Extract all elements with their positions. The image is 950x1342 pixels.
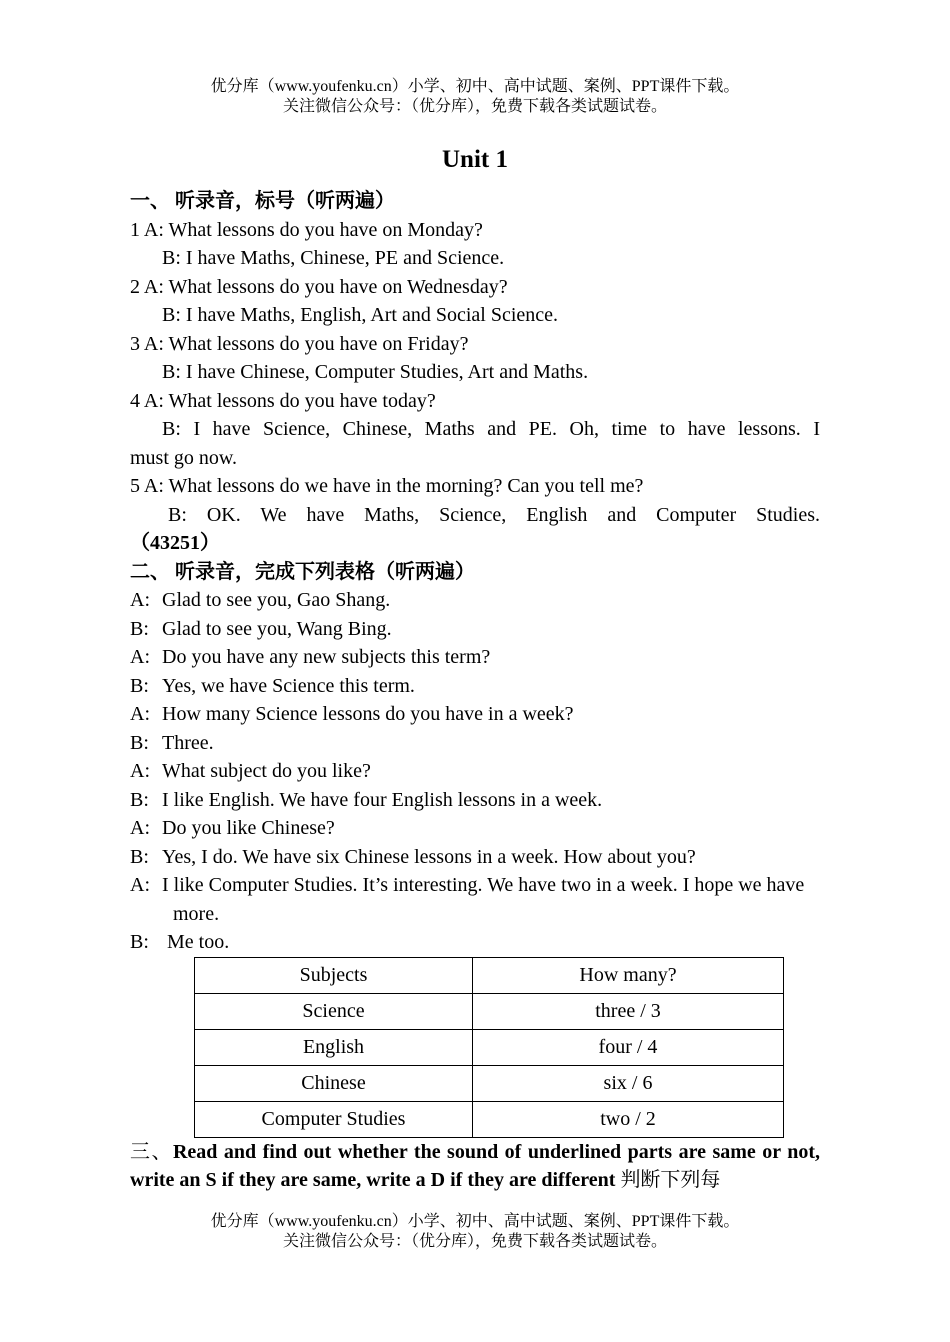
page-title: Unit 1: [442, 146, 508, 173]
table-cell: Computer Studies: [195, 1101, 473, 1137]
dialogue-line: B: Yes, I do. We have six Chinese lessons in a week. How about you?: [130, 845, 696, 868]
dialogue-line: A: Do you have any new subjects this term?: [130, 646, 491, 668]
section-3-instruction-cn: 判断下列每: [615, 1169, 721, 1191]
table-cell: Chinese: [195, 1065, 473, 1101]
subjects-table: [194, 957, 784, 1138]
dialogue-line: A: Glad to see you, Gao Shang.: [130, 589, 391, 611]
table-header-cell: Subjects: [195, 957, 473, 993]
section-1-heading: 一、 听录音，标号（听两遍）: [130, 190, 395, 212]
dialogue-line: B: I like English. We have four English lessons in a week.: [130, 788, 603, 811]
s1-item-3-a: 3 A: What lessons do you have on Friday?: [130, 332, 469, 355]
footer-line-1: 优分库（www.youfenku.cn）小学、初中、高中试题、案例、PPT课件下载。: [210, 1213, 740, 1230]
dialogue-line: B: Three.: [130, 731, 214, 754]
section-2-heading: 二、 听录音，完成下列表格（听两遍）: [130, 560, 475, 583]
s1-item-1-a: 1 A: What lessons do you have on Monday?: [130, 218, 483, 241]
table-cell: three / 3: [473, 993, 784, 1029]
footer-line-2: 关注微信公众号：（优分库），免费下载各类试题试卷。: [282, 1233, 667, 1250]
dialogue-line: A: Do you like Chinese?: [130, 817, 335, 839]
header-line-2: 关注微信公众号：（优分库），免费下载各类试题试卷。: [282, 98, 667, 115]
table-header-cell: How many?: [473, 957, 784, 993]
table-cell: six / 6: [473, 1065, 784, 1101]
dialogue-line: A: How many Science lessons do you have in a week?: [130, 703, 574, 725]
section-3-heading: [130, 1138, 820, 1195]
table-row: [195, 1101, 784, 1137]
document-body: [130, 187, 820, 1195]
s1-item-1-b: B: I have Maths, Chinese, PE and Science.: [162, 247, 505, 269]
dialogue-line: A: What subject do you like?: [130, 760, 371, 782]
s1-answer-key: （43251）: [130, 532, 220, 554]
page-header: [0, 77, 950, 117]
s1-item-4-b: B: I have Science, Chinese, Maths and PE. Oh, time to have lessons. I: [162, 418, 820, 440]
s1-item-5-a: 5 A: What lessons do we have in the morning? Can you tell me?: [130, 475, 644, 497]
table-row: [195, 1029, 784, 1065]
dialogue-line: B: Yes, we have Science this term.: [130, 674, 415, 697]
dialogue-line: B: Glad to see you, Wang Bing.: [130, 617, 392, 640]
table-cell: four / 4: [473, 1029, 784, 1065]
dialogue-line: B: Me too.: [130, 931, 230, 953]
table-cell: Science: [195, 993, 473, 1029]
s1-item-4-a: 4 A: What lessons do you have today?: [130, 389, 436, 412]
table-row: [195, 1065, 784, 1101]
s1-item-3-b: B: I have Chinese, Computer Studies, Art and Maths.: [162, 361, 589, 383]
s1-item-2-b: B: I have Maths, English, Art and Social Science.: [162, 304, 559, 326]
table-header-row: [195, 957, 784, 993]
page-footer: [0, 1212, 950, 1252]
s1-item-4-b-cont: must go now.: [130, 446, 238, 469]
s1-item-2-a: 2 A: What lessons do you have on Wednesday?: [130, 275, 508, 298]
table-cell: English: [195, 1029, 473, 1065]
table-cell: two / 2: [473, 1101, 784, 1137]
table-row: [195, 993, 784, 1029]
s1-item-5-b: B: OK. We have Maths, Science, English and Computer Studies.: [168, 503, 820, 526]
dialogue-line: A: I like Computer Studies. It’s interesting. We have two in a week. I hope we have more.: [130, 874, 805, 925]
header-line-1: 优分库（www.youfenku.cn）小学、初中、高中试题、案例、PPT课件下载。: [210, 78, 740, 95]
section-3-prefix: 三、: [130, 1140, 173, 1163]
section-3-instruction: Read and find out whether the sound of underlined parts are same or not, write an S if they are same, write a D if they are different: [130, 1140, 821, 1191]
